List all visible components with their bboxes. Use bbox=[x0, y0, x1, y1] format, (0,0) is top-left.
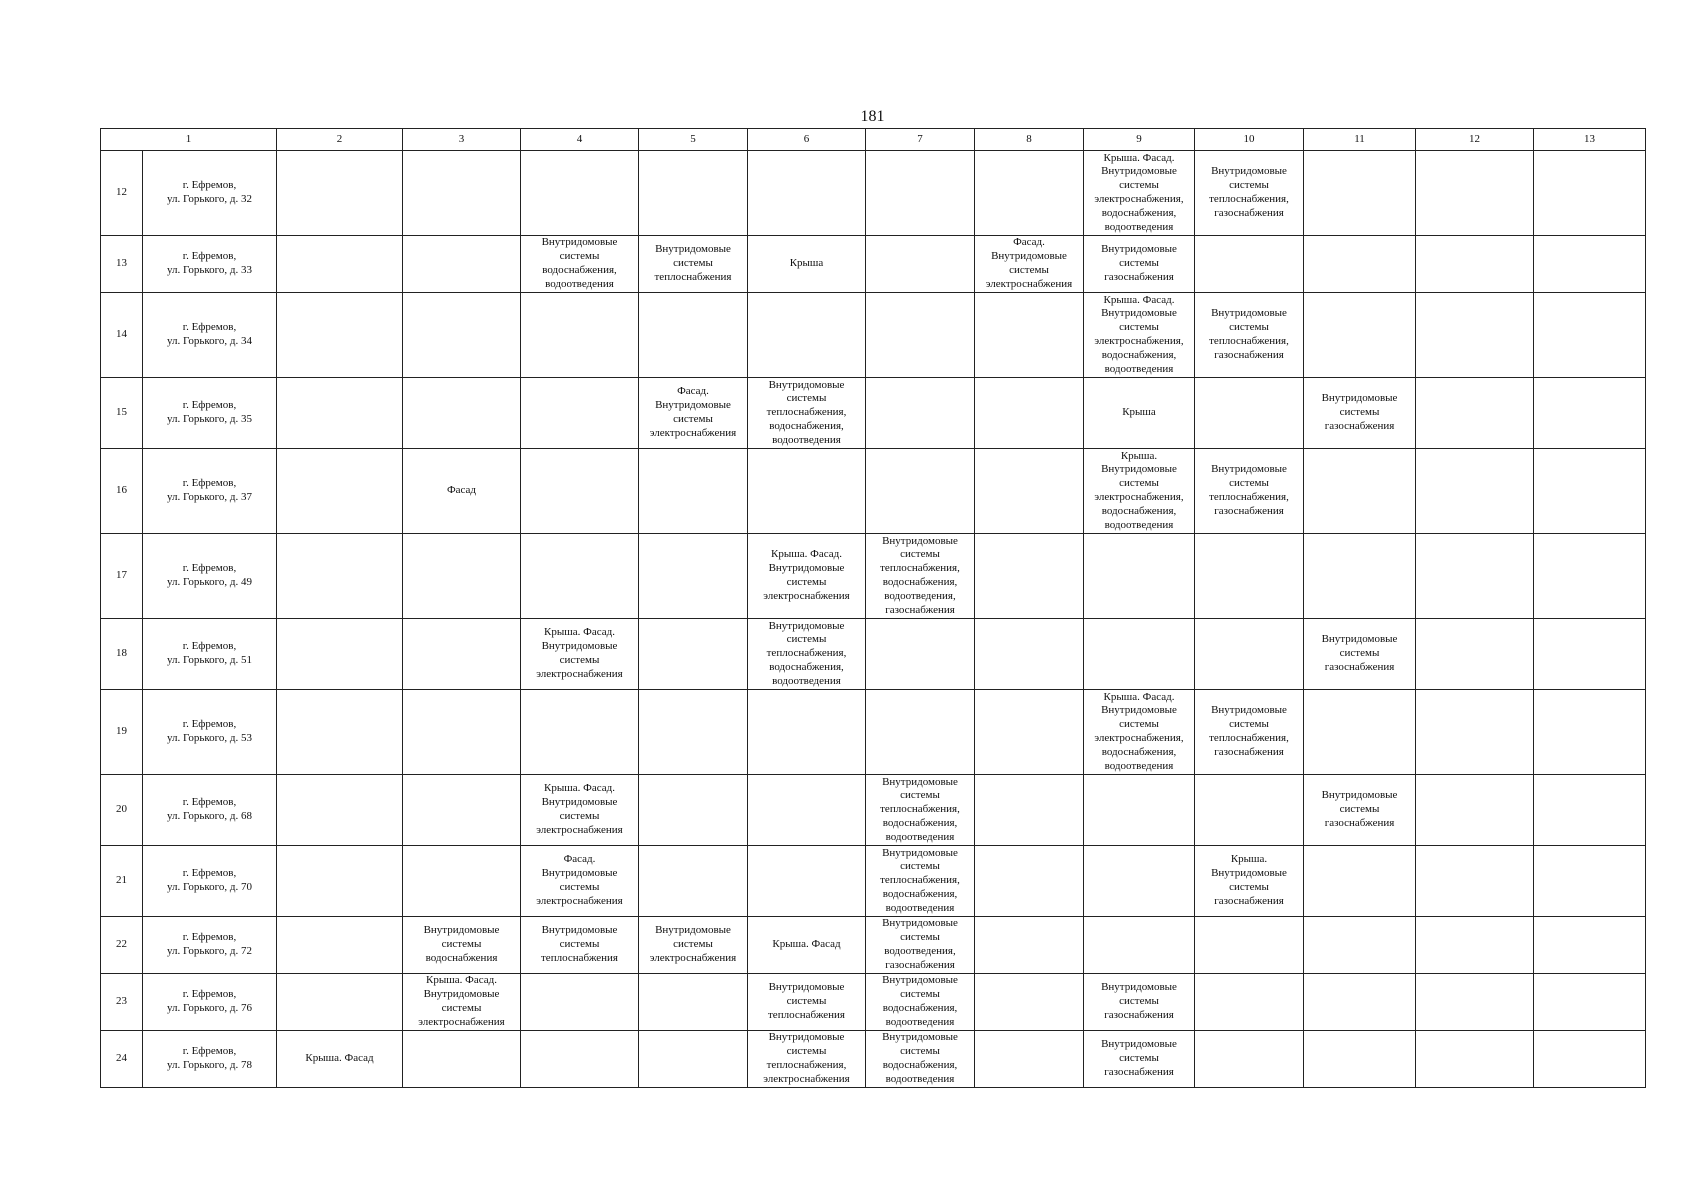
work-cell bbox=[277, 974, 403, 1031]
work-cell bbox=[403, 534, 521, 619]
address-cell: г. Ефремов, ул. Горького, д. 72 bbox=[143, 917, 277, 974]
table-row bbox=[101, 293, 1646, 378]
work-cell bbox=[277, 690, 403, 775]
work-cell bbox=[975, 917, 1084, 974]
work-cell: Внутридомовые системы водоотведения, газоснабжения bbox=[866, 917, 975, 974]
work-cell bbox=[639, 1031, 748, 1088]
column-header: 2 bbox=[277, 129, 403, 151]
work-cell bbox=[975, 619, 1084, 690]
address-cell: г. Ефремов, ул. Горького, д. 51 bbox=[143, 619, 277, 690]
work-cell bbox=[1534, 151, 1646, 236]
work-cell bbox=[975, 151, 1084, 236]
work-cell: Внутридомовые системы газоснабжения bbox=[1084, 1031, 1195, 1088]
work-cell bbox=[1416, 293, 1534, 378]
work-cell bbox=[748, 690, 866, 775]
work-cell bbox=[866, 378, 975, 449]
work-cell bbox=[1534, 236, 1646, 293]
work-cell bbox=[975, 690, 1084, 775]
work-cell: Внутридомовые системы газоснабжения bbox=[1084, 236, 1195, 293]
table-row bbox=[101, 917, 1646, 974]
table-body bbox=[101, 151, 1646, 1088]
work-cell bbox=[1534, 690, 1646, 775]
table-row bbox=[101, 378, 1646, 449]
work-cell bbox=[403, 846, 521, 917]
work-cell bbox=[866, 236, 975, 293]
work-cell bbox=[1416, 449, 1534, 534]
work-cell bbox=[1304, 293, 1416, 378]
work-cell: Крыша. Фасад. Внутридомовые системы электроснабжения, водоснабжения, водоотведения bbox=[1084, 151, 1195, 236]
column-header: 6 bbox=[748, 129, 866, 151]
work-cell bbox=[1084, 775, 1195, 846]
work-cell bbox=[1534, 846, 1646, 917]
work-cell bbox=[521, 293, 639, 378]
work-cell bbox=[277, 846, 403, 917]
work-cell: Фасад. Внутридомовые системы электроснабжения bbox=[521, 846, 639, 917]
work-cell bbox=[975, 974, 1084, 1031]
work-cell bbox=[1534, 378, 1646, 449]
column-header: 5 bbox=[639, 129, 748, 151]
address-cell: г. Ефремов, ул. Горького, д. 68 bbox=[143, 775, 277, 846]
work-cell bbox=[1416, 151, 1534, 236]
work-cell bbox=[1416, 236, 1534, 293]
column-header: 3 bbox=[403, 129, 521, 151]
work-cell bbox=[277, 151, 403, 236]
work-cell bbox=[975, 846, 1084, 917]
work-cell: Внутридомовые системы теплоснабжения bbox=[521, 917, 639, 974]
work-cell bbox=[521, 1031, 639, 1088]
row-number: 20 bbox=[101, 775, 143, 846]
row-number: 15 bbox=[101, 378, 143, 449]
work-cell bbox=[1304, 449, 1416, 534]
work-cell bbox=[277, 917, 403, 974]
column-header: 13 bbox=[1534, 129, 1646, 151]
work-cell bbox=[1304, 846, 1416, 917]
work-cell: Крыша. Фасад. Внутридомовые системы электроснабжения bbox=[748, 534, 866, 619]
work-cell: Крыша bbox=[748, 236, 866, 293]
address-cell: г. Ефремов, ул. Горького, д. 35 bbox=[143, 378, 277, 449]
table-row bbox=[101, 1031, 1646, 1088]
work-cell bbox=[521, 449, 639, 534]
work-cell: Внутридомовые системы газоснабжения bbox=[1304, 775, 1416, 846]
work-cell bbox=[975, 449, 1084, 534]
repair-schedule-table bbox=[100, 128, 1646, 1088]
work-cell: Крыша. Фасад. Внутридомовые системы электроснабжения bbox=[521, 619, 639, 690]
work-cell bbox=[1416, 378, 1534, 449]
work-cell: Внутридомовые системы газоснабжения bbox=[1084, 974, 1195, 1031]
work-cell bbox=[521, 534, 639, 619]
work-cell bbox=[277, 775, 403, 846]
work-cell bbox=[1534, 293, 1646, 378]
work-cell: Крыша. Фасад bbox=[748, 917, 866, 974]
column-header: 7 bbox=[866, 129, 975, 151]
work-cell bbox=[403, 236, 521, 293]
work-cell bbox=[277, 378, 403, 449]
work-cell: Крыша. Фасад. Внутридомовые системы электроснабжения bbox=[521, 775, 639, 846]
work-cell bbox=[1084, 846, 1195, 917]
work-cell: Внутридомовые системы теплоснабжения, газоснабжения bbox=[1195, 449, 1304, 534]
work-cell bbox=[639, 974, 748, 1031]
work-cell bbox=[1195, 378, 1304, 449]
table-header bbox=[101, 129, 1646, 151]
work-cell: Внутридомовые системы водоснабжения, водоотведения bbox=[521, 236, 639, 293]
work-cell: Внутридомовые системы газоснабжения bbox=[1304, 378, 1416, 449]
work-cell bbox=[975, 378, 1084, 449]
work-cell: Внутридомовые системы теплоснабжения bbox=[748, 974, 866, 1031]
work-cell bbox=[866, 151, 975, 236]
row-number: 22 bbox=[101, 917, 143, 974]
table-row bbox=[101, 846, 1646, 917]
address-cell: г. Ефремов, ул. Горького, д. 49 bbox=[143, 534, 277, 619]
work-cell: Крыша. Фасад bbox=[277, 1031, 403, 1088]
work-cell bbox=[1195, 775, 1304, 846]
table-row bbox=[101, 974, 1646, 1031]
work-cell bbox=[1195, 236, 1304, 293]
work-cell: Внутридомовые системы теплоснабжения, газоснабжения bbox=[1195, 690, 1304, 775]
address-cell: г. Ефремов, ул. Горького, д. 32 bbox=[143, 151, 277, 236]
work-cell bbox=[1534, 974, 1646, 1031]
work-cell: Внутридомовые системы теплоснабжения, водоснабжения, водоотведения bbox=[866, 775, 975, 846]
work-cell bbox=[277, 619, 403, 690]
work-cell bbox=[1084, 534, 1195, 619]
work-cell: Внутридомовые системы электроснабжения bbox=[639, 917, 748, 974]
row-number: 21 bbox=[101, 846, 143, 917]
column-header: 4 bbox=[521, 129, 639, 151]
work-cell bbox=[1534, 449, 1646, 534]
work-cell bbox=[975, 775, 1084, 846]
work-cell bbox=[403, 293, 521, 378]
table-row bbox=[101, 775, 1646, 846]
work-cell bbox=[975, 1031, 1084, 1088]
column-header: 1 bbox=[101, 129, 277, 151]
column-header: 8 bbox=[975, 129, 1084, 151]
work-cell bbox=[1416, 619, 1534, 690]
work-cell bbox=[403, 690, 521, 775]
work-cell bbox=[1304, 236, 1416, 293]
row-number: 19 bbox=[101, 690, 143, 775]
work-cell bbox=[975, 534, 1084, 619]
column-header: 10 bbox=[1195, 129, 1304, 151]
work-cell: Фасад. Внутридомовые системы электроснабжения bbox=[639, 378, 748, 449]
work-cell bbox=[1534, 917, 1646, 974]
work-cell bbox=[403, 378, 521, 449]
work-cell bbox=[1416, 534, 1534, 619]
work-cell bbox=[1534, 1031, 1646, 1088]
work-cell bbox=[639, 449, 748, 534]
work-cell: Крыша. Фасад. Внутридомовые системы электроснабжения, водоснабжения, водоотведения bbox=[1084, 293, 1195, 378]
work-cell: Внутридомовые системы теплоснабжения, водоснабжения, водоотведения bbox=[866, 846, 975, 917]
work-cell bbox=[277, 236, 403, 293]
work-cell bbox=[639, 293, 748, 378]
work-cell bbox=[1304, 1031, 1416, 1088]
work-cell bbox=[639, 690, 748, 775]
work-cell bbox=[866, 293, 975, 378]
work-cell: Внутридомовые системы теплоснабжения, водоснабжения, водоотведения bbox=[748, 378, 866, 449]
work-cell: Фасад bbox=[403, 449, 521, 534]
work-cell bbox=[1416, 1031, 1534, 1088]
work-cell: Крыша. Внутридомовые системы газоснабжения bbox=[1195, 846, 1304, 917]
address-cell: г. Ефремов, ул. Горького, д. 53 bbox=[143, 690, 277, 775]
work-cell bbox=[1084, 619, 1195, 690]
work-cell bbox=[975, 293, 1084, 378]
work-cell bbox=[866, 690, 975, 775]
work-cell bbox=[639, 151, 748, 236]
work-cell bbox=[1304, 974, 1416, 1031]
work-cell bbox=[277, 293, 403, 378]
work-cell bbox=[403, 1031, 521, 1088]
work-cell bbox=[1084, 917, 1195, 974]
row-number: 23 bbox=[101, 974, 143, 1031]
work-cell bbox=[1416, 917, 1534, 974]
work-cell bbox=[1416, 775, 1534, 846]
work-cell bbox=[1195, 534, 1304, 619]
row-number: 18 bbox=[101, 619, 143, 690]
table-row bbox=[101, 151, 1646, 236]
work-cell bbox=[1304, 917, 1416, 974]
work-cell: Внутридомовые системы водоснабжения bbox=[403, 917, 521, 974]
work-cell bbox=[639, 534, 748, 619]
work-cell bbox=[1195, 974, 1304, 1031]
table-row bbox=[101, 690, 1646, 775]
work-cell: Крыша. Внутридомовые системы электроснабжения, водоснабжения, водоотведения bbox=[1084, 449, 1195, 534]
work-cell bbox=[1534, 775, 1646, 846]
row-number: 13 bbox=[101, 236, 143, 293]
row-number: 16 bbox=[101, 449, 143, 534]
address-cell: г. Ефремов, ул. Горького, д. 33 bbox=[143, 236, 277, 293]
work-cell: Фасад. Внутридомовые системы электроснабжения bbox=[975, 236, 1084, 293]
work-cell bbox=[1416, 974, 1534, 1031]
work-cell: Внутридомовые системы теплоснабжения, газоснабжения bbox=[1195, 151, 1304, 236]
column-header: 9 bbox=[1084, 129, 1195, 151]
work-cell bbox=[866, 619, 975, 690]
work-cell bbox=[521, 378, 639, 449]
page-number: 181 bbox=[860, 108, 885, 125]
work-cell bbox=[277, 449, 403, 534]
work-cell bbox=[403, 619, 521, 690]
work-cell bbox=[639, 775, 748, 846]
work-cell: Крыша. Фасад. Внутридомовые системы электроснабжения, водоснабжения, водоотведения bbox=[1084, 690, 1195, 775]
column-header: 12 bbox=[1416, 129, 1534, 151]
row-number: 14 bbox=[101, 293, 143, 378]
work-cell bbox=[1416, 690, 1534, 775]
table-row bbox=[101, 449, 1646, 534]
work-cell bbox=[1195, 1031, 1304, 1088]
work-cell bbox=[1304, 534, 1416, 619]
row-number: 12 bbox=[101, 151, 143, 236]
work-cell: Внутридомовые системы теплоснабжения, газоснабжения bbox=[1195, 293, 1304, 378]
work-cell bbox=[639, 619, 748, 690]
work-cell: Внутридомовые системы теплоснабжения, водоснабжения, водоотведения, газоснабжения bbox=[866, 534, 975, 619]
address-cell: г. Ефремов, ул. Горького, д. 76 bbox=[143, 974, 277, 1031]
work-cell: Внутридомовые системы водоснабжения, водоотведения bbox=[866, 974, 975, 1031]
work-cell bbox=[277, 534, 403, 619]
work-cell bbox=[748, 846, 866, 917]
table-row bbox=[101, 619, 1646, 690]
work-cell bbox=[1304, 690, 1416, 775]
work-cell bbox=[1416, 846, 1534, 917]
work-cell: Внутридомовые системы теплоснабжения, водоснабжения, водоотведения bbox=[748, 619, 866, 690]
work-cell bbox=[403, 151, 521, 236]
address-cell: г. Ефремов, ул. Горького, д. 78 bbox=[143, 1031, 277, 1088]
work-cell bbox=[521, 151, 639, 236]
work-cell bbox=[866, 449, 975, 534]
work-cell bbox=[1304, 151, 1416, 236]
address-cell: г. Ефремов, ул. Горького, д. 70 bbox=[143, 846, 277, 917]
table-row bbox=[101, 236, 1646, 293]
work-cell bbox=[748, 293, 866, 378]
work-cell bbox=[1534, 619, 1646, 690]
work-cell: Крыша. Фасад. Внутридомовые системы электроснабжения bbox=[403, 974, 521, 1031]
work-cell: Внутридомовые системы теплоснабжения bbox=[639, 236, 748, 293]
address-cell: г. Ефремов, ул. Горького, д. 37 bbox=[143, 449, 277, 534]
row-number: 17 bbox=[101, 534, 143, 619]
work-cell bbox=[1195, 917, 1304, 974]
work-cell bbox=[1195, 619, 1304, 690]
column-number-row bbox=[101, 129, 1646, 151]
work-cell bbox=[748, 151, 866, 236]
work-cell bbox=[748, 775, 866, 846]
work-cell bbox=[1534, 534, 1646, 619]
table-row bbox=[101, 534, 1646, 619]
work-cell: Крыша bbox=[1084, 378, 1195, 449]
work-cell: Внутридомовые системы водоснабжения, водоотведения bbox=[866, 1031, 975, 1088]
work-cell: Внутридомовые системы теплоснабжения, электроснабжения bbox=[748, 1031, 866, 1088]
row-number: 24 bbox=[101, 1031, 143, 1088]
work-cell bbox=[403, 775, 521, 846]
work-cell bbox=[521, 690, 639, 775]
work-cell bbox=[521, 974, 639, 1031]
address-cell: г. Ефремов, ул. Горького, д. 34 bbox=[143, 293, 277, 378]
column-header: 11 bbox=[1304, 129, 1416, 151]
work-cell bbox=[748, 449, 866, 534]
work-cell bbox=[639, 846, 748, 917]
work-cell: Внутридомовые системы газоснабжения bbox=[1304, 619, 1416, 690]
